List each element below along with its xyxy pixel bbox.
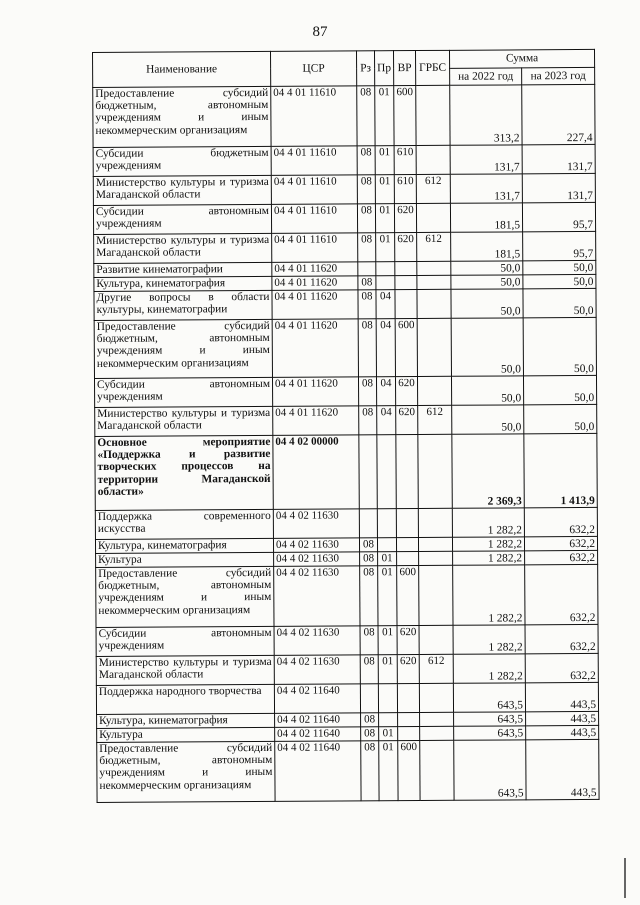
row-rz-cell: 08 bbox=[360, 655, 378, 684]
row-grbs-cell bbox=[418, 537, 452, 551]
table-row bbox=[94, 288, 596, 320]
margin-line bbox=[624, 858, 626, 898]
row-vr-cell: 620 bbox=[395, 377, 417, 406]
row-pr-cell: 01 bbox=[378, 655, 397, 684]
row-sum-2022-cell: 50,0 bbox=[451, 261, 523, 275]
row-name-cell: Предоставление субсидий бюджетным, автономным учреждениям и иным некоммерческим организациям bbox=[94, 319, 272, 378]
row-pr-cell: 01 bbox=[375, 146, 394, 175]
row-name-cell: Предоставление субсидий бюджетным, автономным учреждениям и иным некоммерческим организациям bbox=[96, 566, 274, 627]
row-grbs-cell: 612 bbox=[416, 174, 450, 203]
table-row bbox=[97, 739, 599, 802]
row-grbs-cell bbox=[419, 551, 453, 565]
row-name-cell: Культура, кинематография bbox=[94, 276, 272, 291]
row-name-cell: Субсидии автономным учреждениям bbox=[96, 626, 274, 656]
table-row bbox=[93, 202, 595, 234]
row-vr-cell: 600 bbox=[395, 319, 417, 377]
row-grbs-cell bbox=[420, 726, 454, 740]
row-csr-cell: 04 4 01 11620 bbox=[272, 262, 358, 277]
row-sum-2022-cell: 131,7 bbox=[450, 145, 522, 174]
row-grbs-cell bbox=[417, 289, 451, 318]
row-csr-cell: 04 4 02 11630 bbox=[274, 566, 360, 627]
header-pr: Пр bbox=[374, 51, 393, 86]
row-grbs-cell bbox=[417, 261, 451, 275]
row-sum-2023-cell: 1 413,9 bbox=[524, 433, 597, 507]
row-rz-cell bbox=[358, 262, 376, 276]
row-sum-2023-cell: 632,2 bbox=[525, 624, 598, 653]
row-rz-cell: 08 bbox=[358, 290, 376, 319]
row-grbs-cell: 612 bbox=[419, 654, 453, 683]
row-csr-cell: 04 4 01 11610 bbox=[271, 146, 357, 176]
row-pr-cell: 01 bbox=[376, 233, 395, 262]
row-rz-cell: 08 bbox=[361, 713, 379, 727]
row-vr-cell: 620 bbox=[397, 626, 419, 655]
page-number: 87 bbox=[312, 24, 328, 40]
row-sum-2023-cell: 443,5 bbox=[526, 739, 599, 799]
row-sum-2022-cell: 1 282,2 bbox=[452, 537, 524, 551]
row-vr-cell: 610 bbox=[394, 175, 416, 204]
row-grbs-cell: 612 bbox=[417, 232, 451, 261]
row-vr-cell bbox=[395, 290, 417, 319]
row-csr-cell: 04 4 02 11630 bbox=[274, 655, 360, 685]
row-pr-cell: 01 bbox=[375, 86, 394, 146]
row-rz-cell: 08 bbox=[360, 626, 378, 655]
row-csr-cell: 04 4 01 11620 bbox=[272, 319, 358, 378]
header-name: Наименование bbox=[93, 51, 271, 87]
table-body bbox=[93, 84, 599, 802]
row-pr-cell: 01 bbox=[375, 204, 394, 233]
row-grbs-cell bbox=[417, 376, 451, 405]
row-sum-2023-cell: 50,0 bbox=[523, 260, 596, 274]
row-sum-2022-cell: 50,0 bbox=[451, 376, 523, 405]
row-pr-cell bbox=[377, 538, 396, 552]
row-rz-cell bbox=[359, 435, 377, 509]
row-sum-2023-cell: 50,0 bbox=[523, 288, 596, 317]
row-name-cell: Субсидии бюджетным учреждениям bbox=[93, 146, 271, 176]
row-sum-2023-cell: 227,4 bbox=[522, 84, 595, 144]
row-name-cell: Развитие кинематографии bbox=[94, 262, 272, 277]
row-grbs-cell: 612 bbox=[418, 405, 452, 434]
table-row bbox=[96, 564, 598, 627]
row-sum-2022-cell: 50,0 bbox=[451, 289, 523, 318]
row-name-cell: Культура, кинематография bbox=[95, 538, 273, 553]
row-sum-2022-cell: 50,0 bbox=[452, 405, 524, 434]
row-sum-2022-cell: 1 282,2 bbox=[453, 565, 525, 625]
row-rz-cell: 08 bbox=[358, 276, 376, 290]
row-sum-2022-cell: 643,5 bbox=[454, 740, 526, 800]
budget-table bbox=[92, 49, 600, 803]
row-sum-2022-cell: 643,5 bbox=[453, 683, 525, 712]
row-name-cell: Другие вопросы в области культуры, кинематографии bbox=[94, 290, 272, 320]
header-vr: ВР bbox=[393, 51, 415, 86]
row-vr-cell: 600 bbox=[398, 741, 420, 801]
table-row bbox=[96, 624, 598, 656]
row-sum-2022-cell: 131,7 bbox=[450, 174, 522, 203]
row-pr-cell bbox=[376, 262, 395, 276]
row-csr-cell: 04 4 02 11630 bbox=[273, 509, 359, 539]
row-vr-cell: 620 bbox=[394, 204, 416, 233]
row-pr-cell: 01 bbox=[378, 566, 397, 626]
row-pr-cell bbox=[377, 509, 396, 538]
row-rz-cell: 08 bbox=[361, 727, 379, 741]
row-rz-cell: 08 bbox=[360, 552, 378, 566]
row-sum-2023-cell: 443,5 bbox=[525, 682, 598, 711]
row-pr-cell: 04 bbox=[376, 319, 395, 377]
row-sum-2022-cell: 1 282,2 bbox=[453, 654, 525, 683]
row-name-cell: Основное мероприятие «Поддержка и развитие творческих процессов на территории Магаданской области» bbox=[95, 435, 273, 510]
row-csr-cell: 04 4 02 11630 bbox=[274, 626, 360, 656]
row-name-cell: Культура, кинематография bbox=[97, 713, 275, 728]
row-csr-cell: 04 4 02 00000 bbox=[273, 435, 359, 510]
row-sum-2022-cell: 50,0 bbox=[451, 275, 523, 289]
row-grbs-cell bbox=[419, 683, 453, 712]
header-year-2023: на 2023 год bbox=[522, 67, 595, 85]
row-sum-2023-cell: 131,7 bbox=[522, 144, 595, 173]
row-vr-cell bbox=[397, 552, 419, 566]
row-sum-2022-cell: 643,5 bbox=[454, 726, 526, 740]
table-row bbox=[93, 84, 595, 147]
row-name-cell: Предоставление субсидий бюджетным, автономным учреждениям и иным некоммерческим организациям bbox=[93, 86, 271, 147]
row-sum-2023-cell: 95,7 bbox=[523, 231, 596, 260]
row-rz-cell: 08 bbox=[357, 86, 375, 146]
row-csr-cell: 04 4 01 11620 bbox=[272, 377, 358, 407]
row-name-cell: Культура bbox=[97, 727, 275, 742]
row-csr-cell: 04 4 01 11610 bbox=[271, 86, 357, 147]
row-name-cell: Министерство культуры и туризма Магаданской области bbox=[94, 233, 272, 263]
row-sum-2023-cell: 632,2 bbox=[525, 653, 598, 682]
row-pr-cell: 04 bbox=[376, 290, 395, 319]
row-sum-2022-cell: 313,2 bbox=[450, 85, 522, 145]
row-pr-cell bbox=[376, 276, 395, 290]
row-sum-2023-cell: 50,0 bbox=[523, 317, 596, 375]
row-name-cell: Культура bbox=[96, 552, 274, 567]
row-sum-2022-cell: 1 282,2 bbox=[453, 625, 525, 654]
budget-table-container bbox=[92, 49, 600, 803]
header-grbs: ГРБС bbox=[415, 50, 449, 85]
row-rz-cell: 08 bbox=[360, 566, 378, 626]
row-sum-2023-cell: 632,2 bbox=[525, 564, 598, 624]
row-vr-cell bbox=[398, 727, 420, 741]
row-sum-2022-cell: 1 282,2 bbox=[452, 508, 524, 537]
row-vr-cell bbox=[396, 538, 418, 552]
row-pr-cell: 01 bbox=[379, 741, 398, 801]
row-rz-cell: 08 bbox=[359, 406, 377, 435]
row-name-cell: Поддержка народного творчества bbox=[96, 684, 274, 714]
row-name-cell: Министерство культуры и туризма Магаданской области bbox=[96, 655, 274, 685]
header-year-2022: на 2022 год bbox=[450, 67, 522, 85]
row-pr-cell: 04 bbox=[377, 406, 396, 435]
row-vr-cell: 620 bbox=[395, 233, 417, 262]
row-pr-cell: 01 bbox=[378, 552, 397, 566]
row-vr-cell bbox=[396, 509, 418, 538]
row-rz-cell: 08 bbox=[359, 538, 377, 552]
row-rz-cell: 08 bbox=[357, 146, 375, 175]
table-row bbox=[95, 507, 597, 539]
row-csr-cell: 04 4 02 11640 bbox=[275, 727, 361, 742]
row-rz-cell bbox=[360, 684, 378, 713]
row-rz-cell: 08 bbox=[357, 175, 375, 204]
table-row bbox=[93, 144, 595, 176]
row-vr-cell bbox=[396, 435, 418, 509]
row-name-cell: Поддержка современного искусства bbox=[95, 509, 273, 539]
table-row bbox=[94, 317, 596, 378]
row-sum-2022-cell: 181,5 bbox=[450, 203, 522, 232]
table-row bbox=[96, 653, 598, 685]
row-grbs-cell bbox=[418, 434, 452, 508]
row-vr-cell bbox=[395, 262, 417, 276]
row-grbs-cell bbox=[417, 275, 451, 289]
row-sum-2022-cell: 181,5 bbox=[451, 232, 523, 261]
row-rz-cell: 08 bbox=[361, 741, 379, 801]
row-name-cell: Субсидии автономным учреждениям bbox=[94, 377, 272, 407]
row-csr-cell: 04 4 02 11630 bbox=[273, 538, 359, 553]
row-csr-cell: 04 4 01 11620 bbox=[272, 290, 358, 320]
row-sum-2023-cell: 50,0 bbox=[523, 274, 596, 288]
row-name-cell: Субсидии автономным учреждениям bbox=[93, 204, 271, 234]
row-sum-2023-cell: 95,7 bbox=[522, 202, 595, 231]
row-vr-cell: 600 bbox=[397, 566, 419, 626]
row-sum-2022-cell: 2 369,3 bbox=[452, 434, 524, 508]
row-sum-2023-cell: 50,0 bbox=[524, 404, 597, 433]
row-csr-cell: 04 4 01 11620 bbox=[273, 406, 359, 436]
row-grbs-cell bbox=[419, 565, 453, 625]
row-name-cell: Предоставление субсидий бюджетным, автономным учреждениям и иным некоммерческим организациям bbox=[97, 741, 275, 802]
row-rz-cell: 08 bbox=[358, 319, 376, 377]
row-vr-cell bbox=[397, 684, 419, 713]
row-pr-cell bbox=[379, 713, 398, 727]
row-csr-cell: 04 4 02 11640 bbox=[275, 741, 361, 802]
row-csr-cell: 04 4 01 11620 bbox=[272, 276, 358, 291]
row-sum-2022-cell: 643,5 bbox=[454, 712, 526, 726]
row-grbs-cell bbox=[417, 318, 451, 376]
table-row bbox=[95, 433, 597, 510]
row-name-cell: Министерство культуры и туризма Магаданской области bbox=[95, 406, 273, 436]
table-row bbox=[94, 375, 596, 407]
table-row bbox=[94, 231, 596, 263]
row-vr-cell: 620 bbox=[396, 406, 418, 435]
row-csr-cell: 04 4 02 11640 bbox=[275, 713, 361, 728]
row-sum-2022-cell: 1 282,2 bbox=[453, 551, 525, 565]
row-pr-cell bbox=[378, 684, 397, 713]
table-row bbox=[96, 682, 598, 714]
row-csr-cell: 04 4 02 11640 bbox=[274, 684, 360, 714]
row-name-cell: Министерство культуры и туризма Магаданской области bbox=[93, 175, 271, 205]
row-sum-2022-cell: 50,0 bbox=[451, 318, 523, 376]
row-csr-cell: 04 4 02 11630 bbox=[274, 552, 360, 567]
header-rz: Рз bbox=[356, 51, 374, 86]
row-grbs-cell bbox=[420, 712, 454, 726]
row-sum-2023-cell: 443,5 bbox=[526, 725, 599, 739]
header-sum: Сумма bbox=[449, 49, 594, 67]
row-grbs-cell bbox=[418, 508, 452, 537]
header-csr: ЦСР bbox=[270, 51, 356, 87]
row-grbs-cell bbox=[420, 740, 454, 800]
row-rz-cell bbox=[359, 509, 377, 538]
row-rz-cell: 08 bbox=[357, 204, 375, 233]
row-pr-cell bbox=[377, 435, 396, 509]
row-vr-cell bbox=[395, 276, 417, 290]
table-row bbox=[93, 173, 595, 205]
row-pr-cell: 04 bbox=[376, 377, 395, 406]
row-pr-cell: 01 bbox=[378, 626, 397, 655]
row-sum-2023-cell: 632,2 bbox=[524, 536, 597, 550]
row-sum-2023-cell: 632,2 bbox=[525, 550, 598, 564]
row-grbs-cell bbox=[416, 85, 450, 145]
row-rz-cell: 08 bbox=[358, 233, 376, 262]
row-vr-cell: 600 bbox=[394, 86, 416, 146]
row-sum-2023-cell: 632,2 bbox=[524, 507, 597, 536]
row-sum-2023-cell: 131,7 bbox=[522, 173, 595, 202]
row-pr-cell: 01 bbox=[375, 175, 394, 204]
row-sum-2023-cell: 443,5 bbox=[526, 711, 599, 725]
row-csr-cell: 04 4 01 11610 bbox=[271, 175, 357, 205]
table-row bbox=[95, 404, 597, 436]
row-grbs-cell bbox=[416, 145, 450, 174]
row-grbs-cell bbox=[416, 203, 450, 232]
row-grbs-cell bbox=[419, 625, 453, 654]
row-sum-2023-cell: 50,0 bbox=[523, 375, 596, 404]
row-csr-cell: 04 4 01 11610 bbox=[272, 233, 358, 263]
row-vr-cell: 610 bbox=[394, 146, 416, 175]
row-rz-cell: 08 bbox=[358, 377, 376, 406]
row-pr-cell: 01 bbox=[379, 727, 398, 741]
row-vr-cell bbox=[398, 713, 420, 727]
row-csr-cell: 04 4 01 11610 bbox=[271, 204, 357, 234]
row-vr-cell: 620 bbox=[397, 655, 419, 684]
